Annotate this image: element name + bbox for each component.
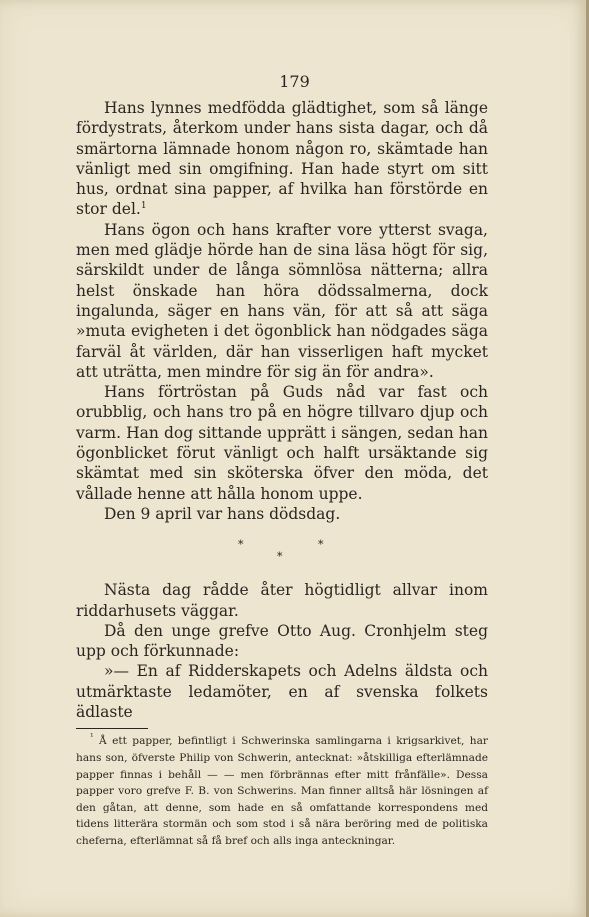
footnote-marker: ¹ bbox=[90, 732, 94, 743]
paragraph-7: »— En af Ridderskapets och Adelns äldsta och utmärktaste ledamöter, en af svenska folkets ädlaste bbox=[76, 662, 488, 722]
footnote-text: Å ett papper, befintligt i Schwerinska samlingarna i krigsarkivet, har hans son, öfverste Philip von Schwerin, antecknat: »åtskilliga efterlämnade papper finnas i behåll — — men förbrännas efter mitt frånfälle». Dessa papper voro grefve F. B. von Schwerins. Man finner alltså här lösningen af den gåtan, att denne, som hade en så omfattande korrespondens med tidens litterära stormän och som stod i så nära beröring med de politiska cheferna, efterlämnat så få bref och alls inga anteckningar. bbox=[76, 735, 488, 847]
body-text bbox=[76, 98, 488, 849]
footnote-divider bbox=[76, 728, 148, 729]
asterism-star: * bbox=[318, 538, 324, 552]
page-number: 179 bbox=[279, 72, 310, 91]
asterism-star: * bbox=[277, 550, 283, 564]
paragraph-1 bbox=[76, 98, 488, 220]
paragraph-3: Hans förtröstan på Guds nåd var fast och orubblig, och hans tro på en högre tillvaro djup och varm. Han dog sittande upprätt i sängen, sedan han ögonblicket förut vänligt och halft ursäktande sig skämtat med sin sköterska öfver den möda, det vållade henne att hålla honom uppe. bbox=[76, 383, 488, 503]
asterism-star: * bbox=[238, 538, 244, 552]
footnote-reference: 1 bbox=[140, 201, 147, 212]
footnote bbox=[76, 733, 488, 849]
paragraph-5: Nästa dag rådde åter högtidligt allvar inom riddarhusets väggar. bbox=[76, 581, 488, 620]
paragraph-1-text: Hans lynnes medfödda glädtighet, som så länge fördystrats, återkom under hans sista dagar, och då smärtorna lämnade honom någon ro, skämtade han vänligt med sin omgifning. Han hade styrt om sitt hus, ordnat sina papper, af hvilka han förstörde en stor del. bbox=[76, 99, 488, 219]
paragraph-4: Den 9 april var hans dödsdag. bbox=[104, 504, 341, 523]
paragraph-6: Då den unge grefve Otto Aug. Cronhjelm steg upp och förkunnade: bbox=[76, 621, 488, 661]
section-separator bbox=[76, 532, 488, 580]
paragraph-2: Hans ögon och hans krafter vore ytterst svaga, men med glädje hörde han de sina läsa högt för sig, särskildt under de långa sömnlösa nätterna; allra helst önskade han höra dödssalmerna, dock ingalunda, säger en hans vän, för att så att säga »muta evigheten i det ögonblick han nödgades säga farväl åt världen, där han visserligen haft mycket att uträtta, men mindre för sig än för andra». bbox=[76, 220, 488, 381]
